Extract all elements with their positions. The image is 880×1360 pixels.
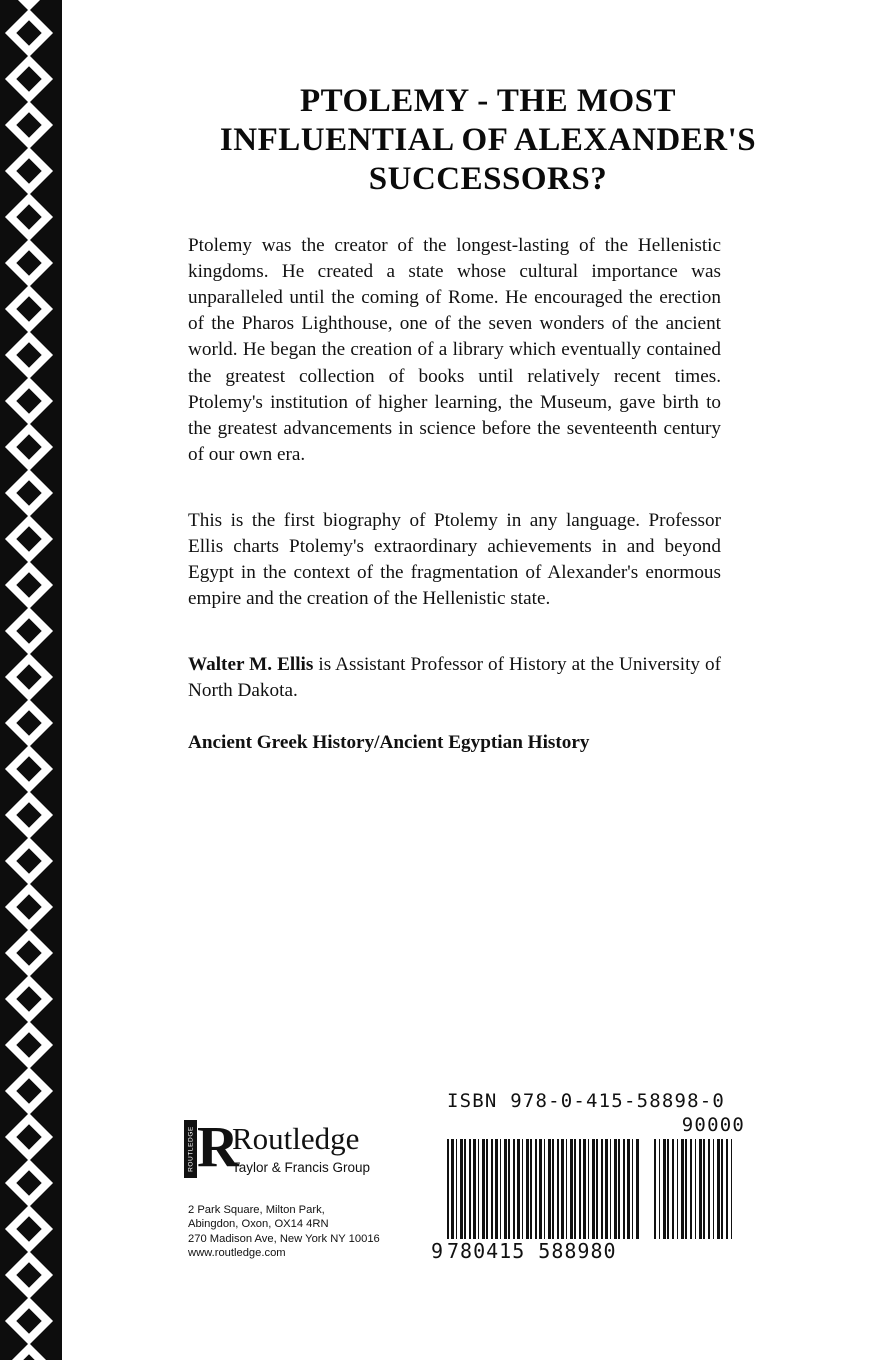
barcode-block (431, 1090, 747, 1263)
publisher-logo (184, 1114, 484, 1179)
ean-lead-digit: 9 (431, 1239, 444, 1263)
ean-digits: 780415 588980 (447, 1239, 639, 1263)
publisher-name: Routledge (232, 1121, 360, 1156)
publisher-address (188, 1203, 380, 1260)
author-bio (188, 652, 721, 704)
address-line: 270 Madison Ave, New York NY 10016 (188, 1232, 380, 1245)
routledge-r-glyph: R (197, 1114, 239, 1179)
author-name: Walter M. Ellis (188, 654, 314, 675)
blurb-paragraph-2: This is the first biography of Ptolemy in any language. Professor Ellis charts Ptolemy's extraordinary achievements in and beyond Egypt in the context of the fragmentation of Alexander's enormous empire and the creation of the Hellenistic state. (188, 510, 721, 610)
back-cover-content (62, 0, 880, 1360)
address-line: 2 Park Square, Milton Park, (188, 1204, 325, 1216)
blurb-paragraph-1: Ptolemy was the creator of the longest-lasting of the Hellenistic kingdoms. He created a state whose cultural importance was unparalleled until the coming of Rome. He encouraged the erection of the Pharos Lighthouse, one of the seven wonders of the ancient world. He began the creation of a library which eventually contained the greatest collection of books until relatively recent times. Ptolemy's institution of higher learning, the Museum, gave birth to the greatest advancements in science before the seventeenth century of our own era. (188, 235, 721, 465)
barcode-addon-label: 90000 (681, 1114, 745, 1136)
spine-edge-right (55, 0, 62, 1360)
spine-edge-left (0, 0, 7, 1360)
category-label: Ancient Greek History/Ancient Egyptian History (188, 732, 590, 753)
spine-decoration (0, 0, 62, 1360)
routledge-mark-icon (184, 1114, 239, 1179)
routledge-mark-text: ROUTLEDGE (187, 1126, 194, 1172)
page-title: PTOLEMY - THE MOST INFLUENTIAL OF ALEXANDER'S SUCCESSORS? (219, 83, 757, 197)
ean5-addon-bars-icon (654, 1139, 734, 1239)
barcode-bars (431, 1139, 747, 1263)
address-line: Abingdon, Oxon, OX14 4RN (188, 1218, 329, 1231)
address-line: www.routledge.com (188, 1246, 286, 1259)
isbn-label: ISBN 978-0-415-58898-0 (447, 1090, 726, 1112)
author-bio-rest: is Assistant Professor of History at the University of North Dakota. (188, 654, 721, 702)
publisher-subtitle: Taylor & Francis Group (232, 1160, 371, 1175)
spine-pattern (0, 0, 62, 1360)
